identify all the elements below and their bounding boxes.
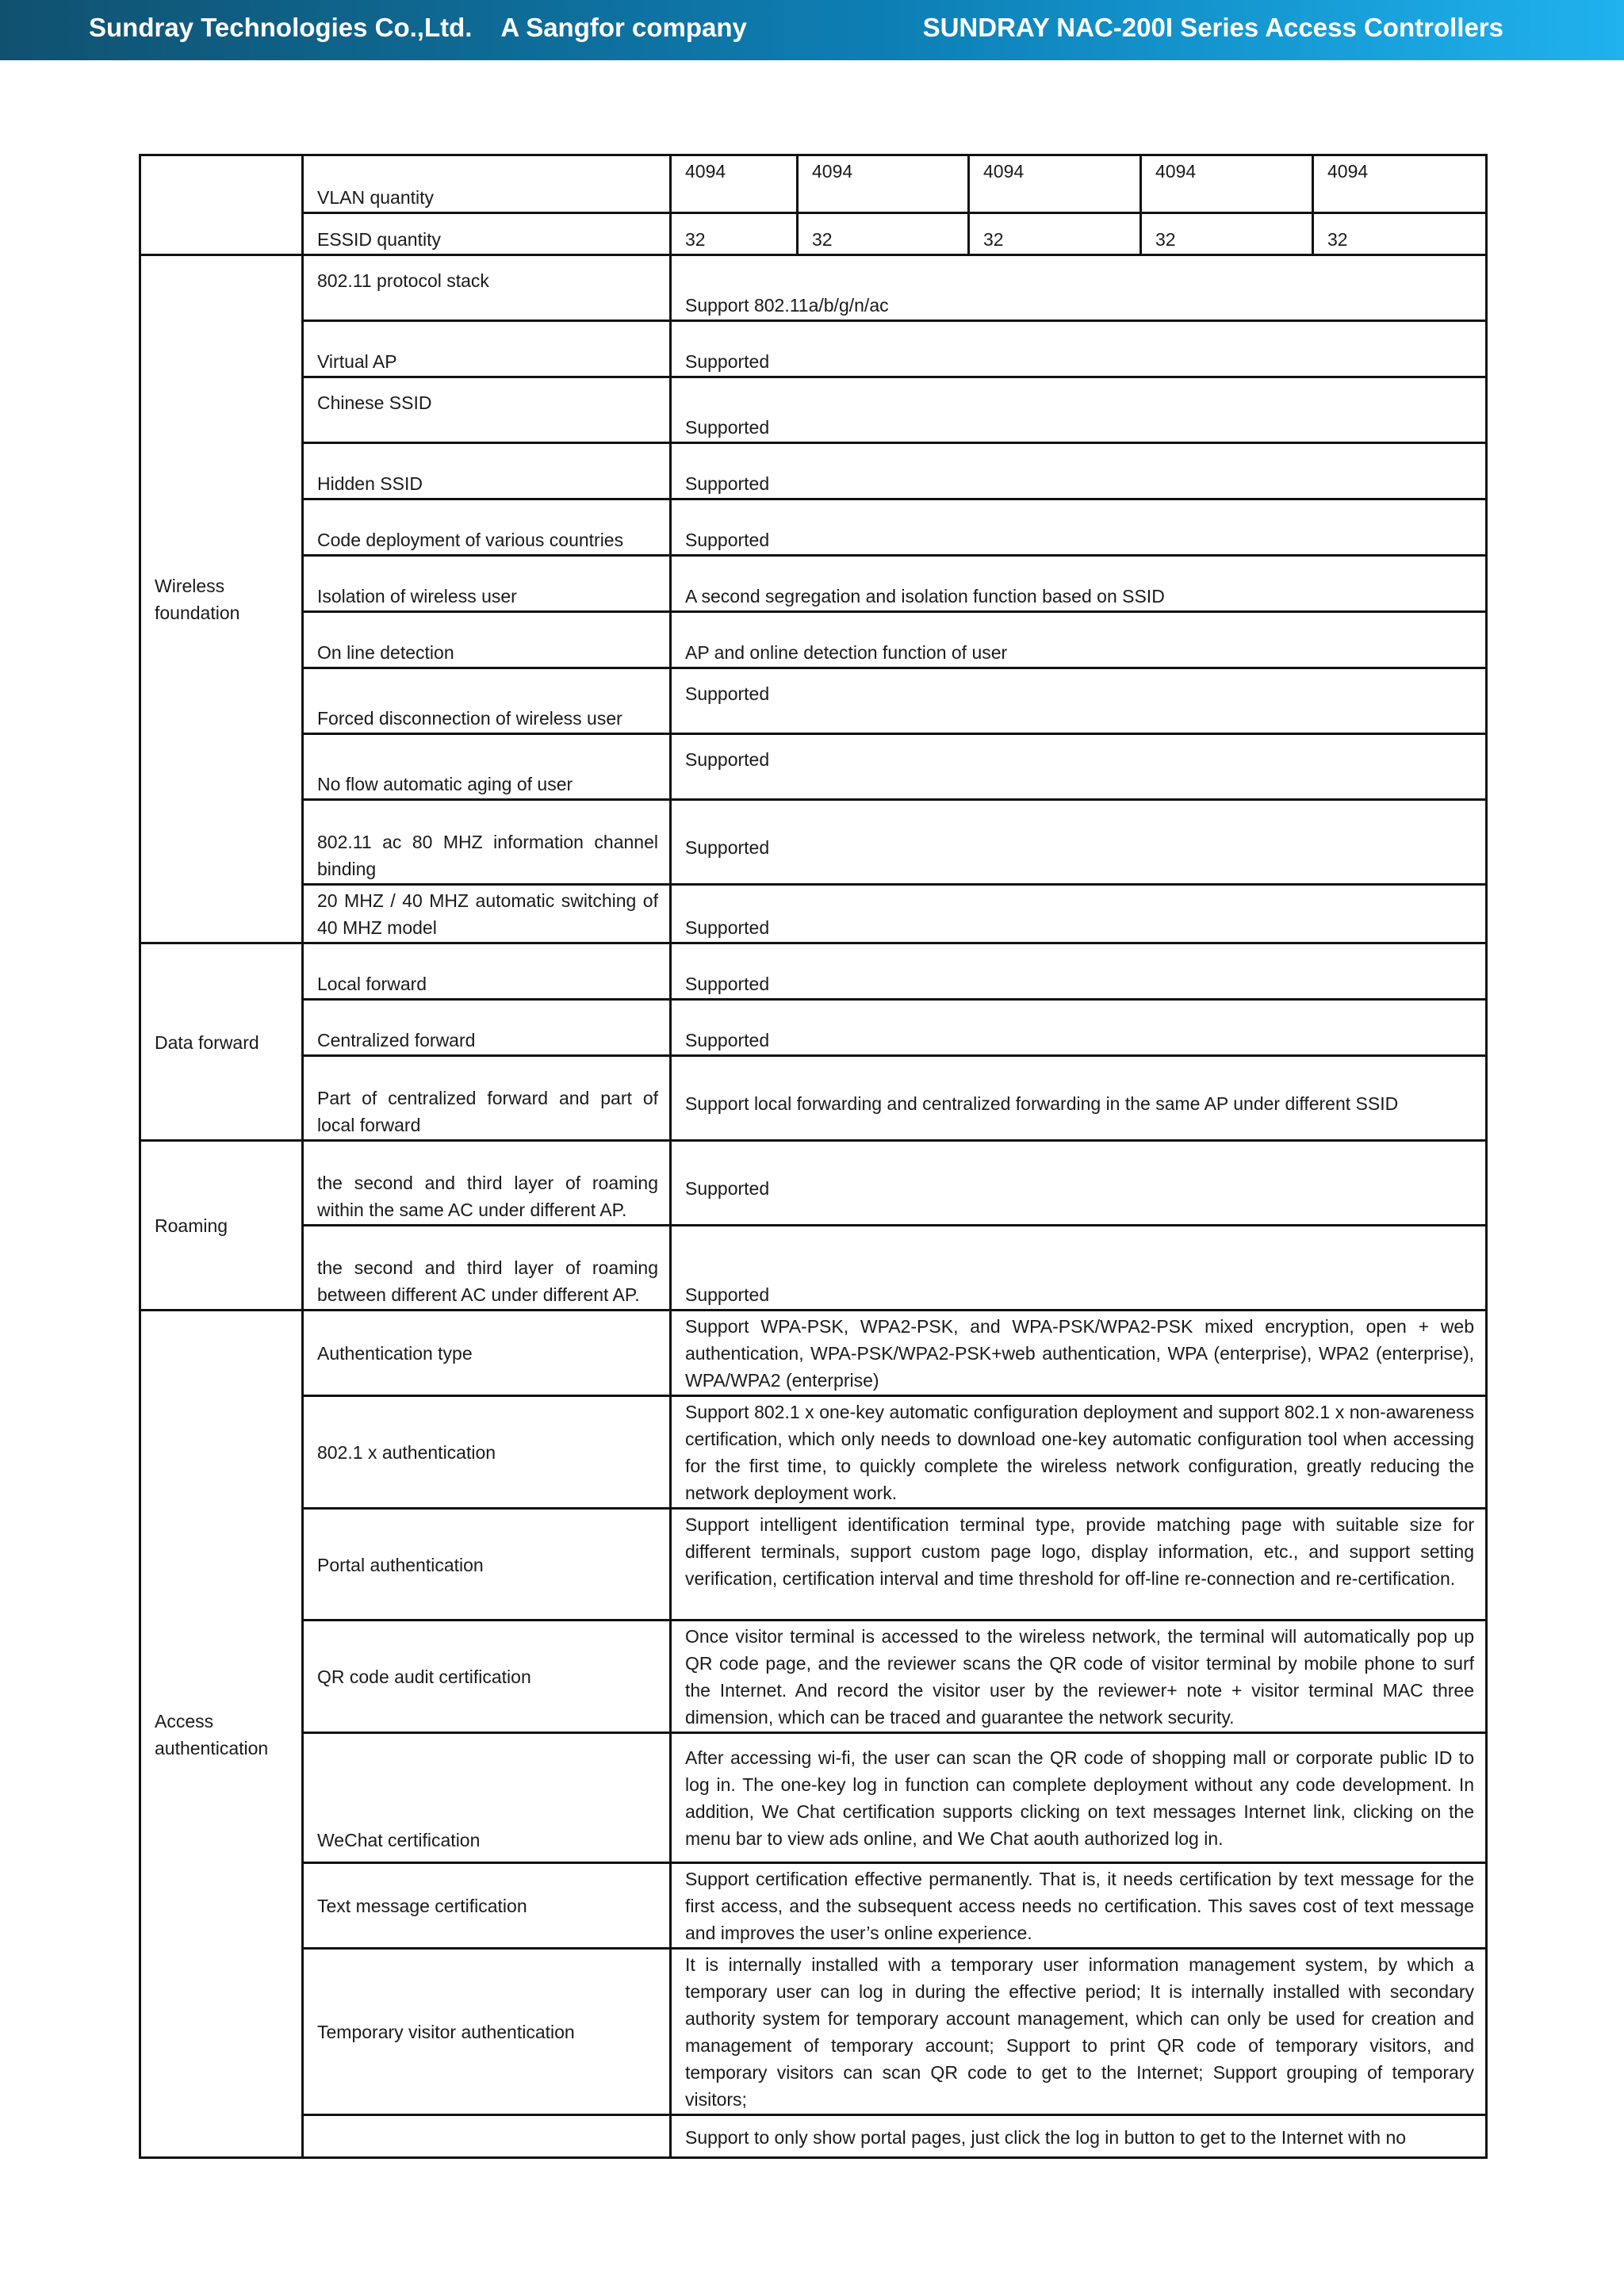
feature-cell: QR code audit certification: [303, 1621, 671, 1733]
table-row: [140, 1226, 1487, 1311]
feature-cell: 802.1 x authentication: [303, 1396, 671, 1509]
feature-cell: Isolation of wireless user: [303, 556, 671, 612]
value-cell: 32: [1313, 213, 1487, 255]
table-row: [140, 2115, 1487, 2158]
feature-cell: Code deployment of various countries: [303, 499, 671, 556]
table-row: [140, 1509, 1487, 1621]
feature-cell: [303, 2115, 671, 2158]
feature-cell: 20 MHZ / 40 MHZ automatic switching of 40 MHZ model: [303, 885, 671, 943]
value-cell: Supported: [671, 443, 1487, 499]
feature-cell: VLAN quantity: [303, 155, 671, 213]
table-row: [140, 443, 1487, 499]
value-cell: Supported: [671, 1141, 1487, 1226]
table-row: [140, 1311, 1487, 1396]
value-cell: Supported: [671, 1226, 1487, 1311]
table-row: [140, 1000, 1487, 1056]
feature-cell: the second and third layer of roaming between different AC under different AP.: [303, 1226, 671, 1311]
value-cell: Support local forwarding and centralized forwarding in the same AP under different SSID: [671, 1056, 1487, 1141]
value-cell: Support 802.11a/b/g/n/ac: [671, 255, 1487, 321]
value-cell: Supported: [671, 321, 1487, 377]
value-cell: AP and online detection function of user: [671, 612, 1487, 668]
category-label: Wireless foundation: [155, 576, 240, 623]
value-cell: 4094: [1141, 155, 1313, 213]
value-cell: 32: [969, 213, 1141, 255]
feature-cell: No flow automatic aging of user: [303, 734, 671, 800]
category-label: Access authentication: [155, 1710, 269, 1758]
table-row: [140, 800, 1487, 885]
table-row: [140, 943, 1487, 1000]
header-left: [89, 13, 747, 43]
value-cell: Support 802.1 x one-key automatic configuration deployment and support 802.1 x non-awareness certification, which only needs to download one-key automatic configuration tool when accessing for the first time, to quickly complete the wireless network configuration, greatly reducing the network deployment work.: [671, 1396, 1487, 1509]
spec-table: [139, 154, 1488, 2159]
feature-cell: Local forward: [303, 943, 671, 1000]
feature-cell: Text message certification: [303, 1863, 671, 1949]
category-cell: [140, 155, 303, 255]
feature-cell: 802.11 protocol stack: [303, 255, 671, 321]
category-label: Data forward: [155, 1031, 259, 1053]
table-row: [140, 1141, 1487, 1226]
value-cell: Supported: [671, 1000, 1487, 1056]
value-cell: It is internally installed with a temporary user information management system, by which a temporary user can log in during the effective period; It is internally installed with secondary authority system for temporary account management, which can only be used for creation and management of temporary account; Support to print QR code of temporary visitors, and temporary visitors can scan QR code to get to the Internet; Support grouping of temporary visitors;: [671, 1949, 1487, 2115]
table-row: [140, 377, 1487, 443]
feature-cell: Portal authentication: [303, 1509, 671, 1621]
feature-cell: Centralized forward: [303, 1000, 671, 1056]
value-cell: After accessing wi-fi, the user can scan the QR code of shopping mall or corporate public ID to log in. The one-key log in function can complete deployment without any code development. In addition, We Chat certification supports clicking on text messages Internet link, clicking on the menu bar to view ads online, and We Chat aouth authorized log in.: [671, 1733, 1487, 1863]
table-row: [140, 499, 1487, 556]
value-cell: Support certification effective permanently. That is, it needs certification by text message for the first access, and the subsequent access needs no certification. This saves cost of text message and improves the user’s online experience.: [671, 1863, 1487, 1949]
table-row: [140, 155, 1487, 213]
value-cell: 32: [798, 213, 969, 255]
value-cell: Supported: [671, 377, 1487, 443]
value-cell: 4094: [671, 155, 798, 213]
parent-company: A Sangfor company: [500, 13, 747, 42]
value-cell: Support to only show portal pages, just click the log in button to get to the Internet with no: [671, 2115, 1487, 2158]
table-row: [140, 734, 1487, 800]
feature-cell: 802.11 ac 80 MHZ information channel binding: [303, 800, 671, 885]
category-cell: [140, 1311, 303, 2158]
value-cell: Supported: [671, 885, 1487, 943]
table-row: [140, 213, 1487, 255]
category-cell: [140, 943, 303, 1141]
table-row: [140, 1396, 1487, 1509]
feature-cell: Part of centralized forward and part of local forward: [303, 1056, 671, 1141]
value-cell: Support WPA-PSK, WPA2-PSK, and WPA-PSK/WPA2-PSK mixed encryption, open + web authentication, WPA-PSK/WPA2-PSK+web authentication, WPA (enterprise), WPA2 (enterprise), WPA/WPA2 (enterprise): [671, 1311, 1487, 1396]
value-cell: Supported: [671, 800, 1487, 885]
table-row: [140, 1056, 1487, 1141]
category-cell: [140, 255, 303, 943]
feature-cell: On line detection: [303, 612, 671, 668]
table-row: [140, 612, 1487, 668]
table-row: [140, 321, 1487, 377]
table-row: [140, 1733, 1487, 1863]
table-row: [140, 1863, 1487, 1949]
value-cell: Once visitor terminal is accessed to the wireless network, the terminal will automatically pop up QR code page, and the reviewer scans the QR code of visitor terminal by mobile phone to surf the Internet. And record the visitor user by the reviewer+ note + visitor terminal MAC three dimension, which can be traced and guarantee the network security.: [671, 1621, 1487, 1733]
feature-cell: Virtual AP: [303, 321, 671, 377]
table-row: [140, 1949, 1487, 2115]
value-cell: Supported: [671, 734, 1487, 800]
product-name: SUNDRAY NAC-200I Series Access Controllers: [922, 13, 1503, 42]
feature-cell: Temporary visitor authentication: [303, 1949, 671, 2115]
page-header: [0, 0, 1624, 60]
feature-cell: Hidden SSID: [303, 443, 671, 499]
category-label: Roaming: [155, 1215, 228, 1236]
value-cell: 4094: [1313, 155, 1487, 213]
feature-cell: the second and third layer of roaming within the same AC under different AP.: [303, 1141, 671, 1226]
table-row: [140, 1621, 1487, 1733]
value-cell: 4094: [798, 155, 969, 213]
value-cell: Supported: [671, 668, 1487, 734]
feature-cell: Forced disconnection of wireless user: [303, 668, 671, 734]
value-cell: Supported: [671, 499, 1487, 556]
feature-cell: Chinese SSID: [303, 377, 671, 443]
value-cell: 4094: [969, 155, 1141, 213]
table-row: [140, 255, 1487, 321]
value-cell: A second segregation and isolation function based on SSID: [671, 556, 1487, 612]
category-cell: [140, 1141, 303, 1311]
feature-cell: WeChat certification: [303, 1733, 671, 1863]
feature-cell: ESSID quantity: [303, 213, 671, 255]
feature-cell: Authentication type: [303, 1311, 671, 1396]
value-cell: 32: [671, 213, 798, 255]
value-cell: Support intelligent identification terminal type, provide matching page with suitable size for different terminals, support custom page logo, display information, etc., and support setting verification, certification interval and time threshold for off-line re-connection and re-certification.: [671, 1509, 1487, 1621]
value-cell: 32: [1141, 213, 1313, 255]
value-cell: Supported: [671, 943, 1487, 1000]
company-name: Sundray Technologies Co.,Ltd.: [89, 13, 473, 42]
table-row: [140, 556, 1487, 612]
table-row: [140, 885, 1487, 943]
table-row: [140, 668, 1487, 734]
